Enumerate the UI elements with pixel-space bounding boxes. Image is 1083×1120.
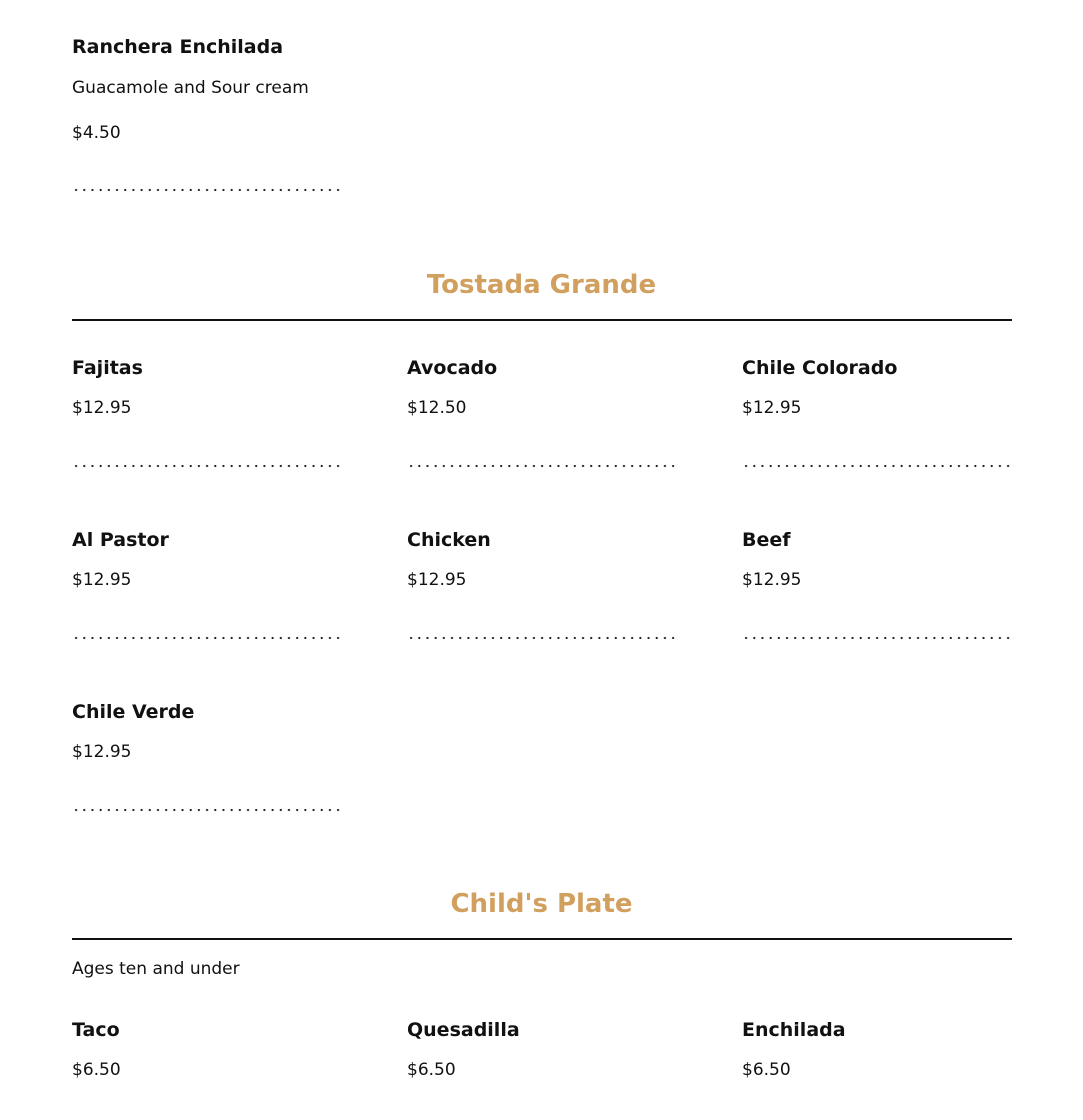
menu-item-name: Chile Verde: [72, 701, 195, 723]
dotted-separator: [72, 464, 342, 468]
dotted-separator: [72, 636, 342, 640]
menu-item-price: $6.50: [72, 1060, 121, 1080]
section-divider: [72, 319, 1012, 321]
menu-item-name: Chile Colorado: [742, 357, 898, 379]
dotted-separator: [742, 464, 1012, 468]
menu-item-name: Fajitas: [72, 357, 143, 379]
menu-item-name: Quesadilla: [407, 1019, 520, 1041]
menu-item-price: $6.50: [742, 1060, 791, 1080]
section-divider: [72, 938, 1012, 940]
dotted-separator: [407, 636, 677, 640]
menu-item-price: $12.95: [742, 570, 802, 590]
menu-item-price: $12.95: [742, 398, 802, 418]
menu-item-name: Taco: [72, 1019, 120, 1041]
dotted-separator: [72, 188, 342, 192]
menu-item-price: $12.95: [72, 398, 132, 418]
menu-item-price: $12.50: [407, 398, 467, 418]
menu-item-name: Ranchera Enchilada: [72, 36, 284, 58]
dotted-separator: [742, 636, 1012, 640]
dotted-separator: [407, 464, 677, 468]
dotted-separator: [72, 808, 342, 812]
menu-item-name: Avocado: [407, 357, 498, 379]
menu-item-name: Enchilada: [742, 1019, 846, 1041]
section-title-childs-plate: Child's Plate: [450, 889, 633, 919]
menu-item-price: $4.50: [72, 123, 121, 143]
menu-item-price: $6.50: [407, 1060, 456, 1080]
menu-item-name: Beef: [742, 529, 791, 551]
menu-item-name: Chicken: [407, 529, 491, 551]
menu-item-name: Al Pastor: [72, 529, 169, 551]
menu-item-price: $12.95: [72, 570, 132, 590]
section-title-tostada-grande: Tostada Grande: [426, 270, 657, 300]
menu-item-description: Guacamole and Sour cream: [72, 78, 309, 98]
menu-item-price: $12.95: [72, 742, 132, 762]
menu-item-price: $12.95: [407, 570, 467, 590]
section-note: Ages ten and under: [72, 959, 240, 979]
